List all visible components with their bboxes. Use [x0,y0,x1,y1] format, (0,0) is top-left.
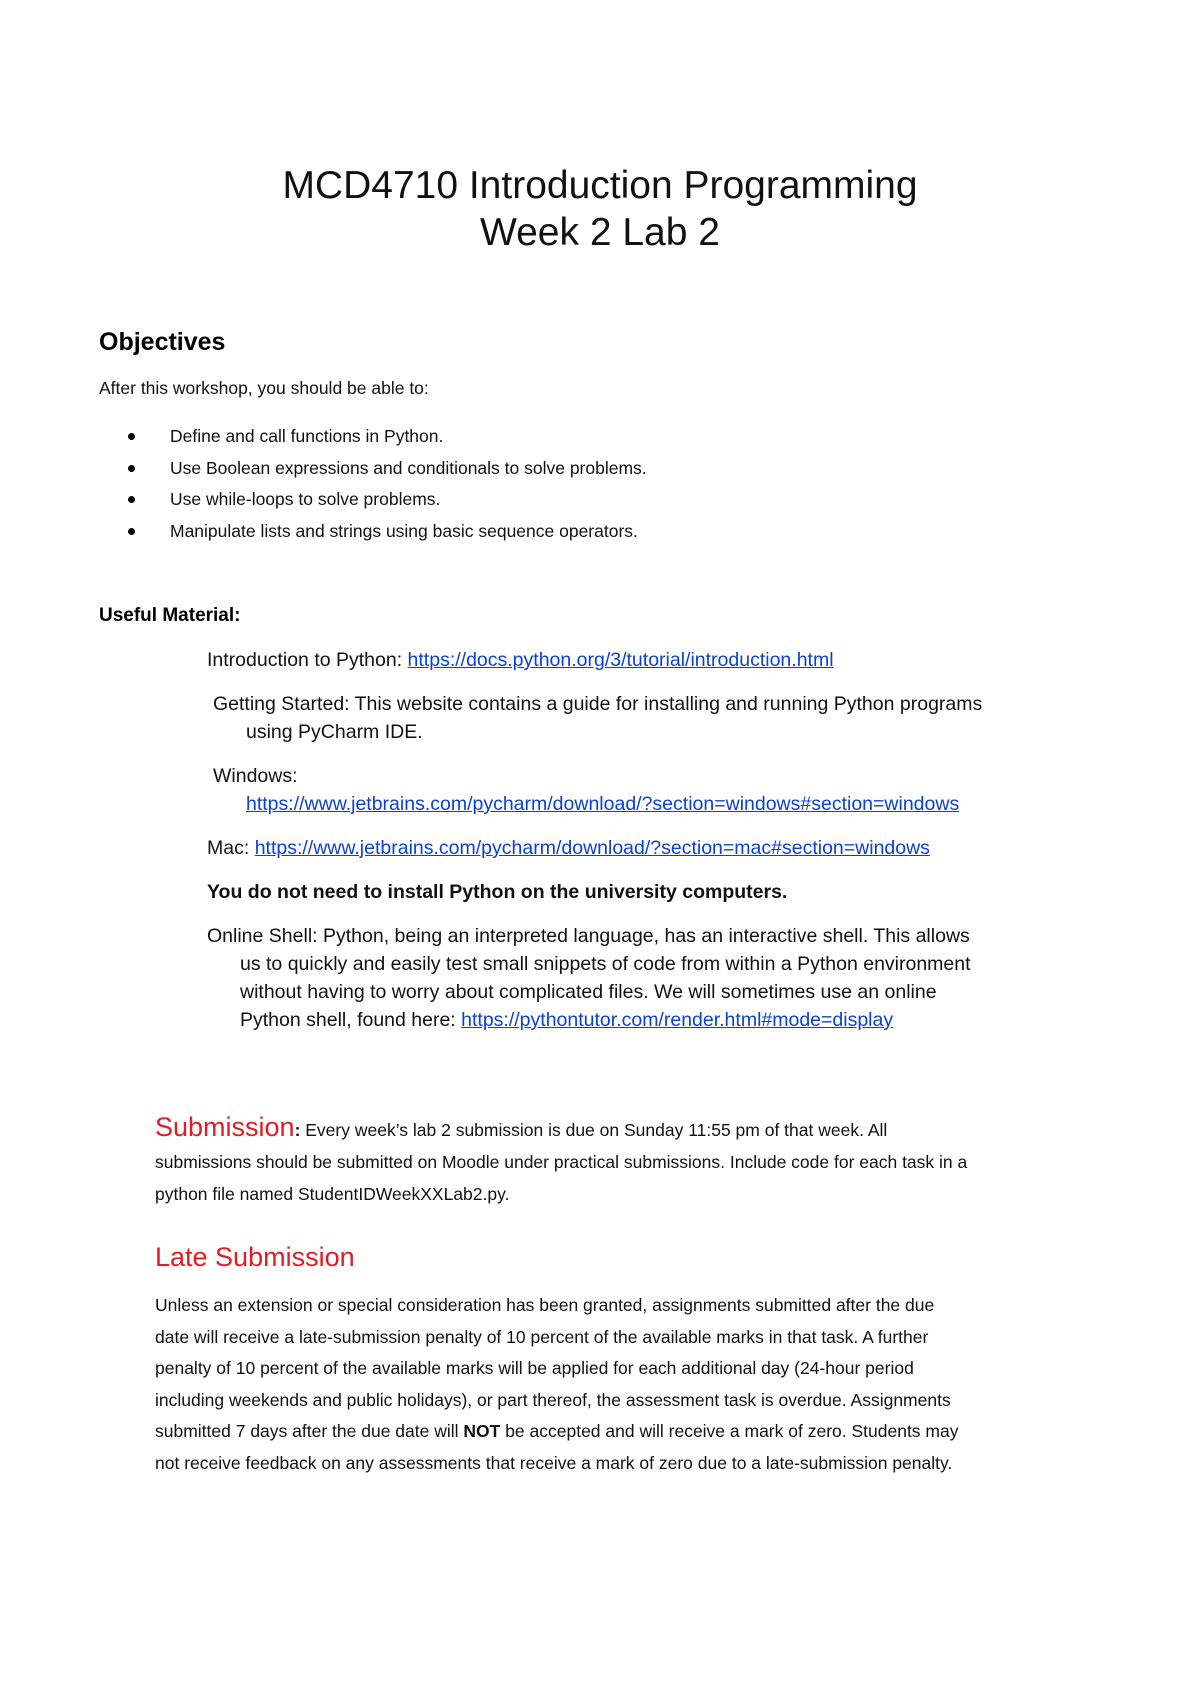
list-item: Use Boolean expressions and conditionals to solve problems. [128,456,647,488]
document-subtitle: Week 2 Lab 2 [480,211,720,254]
submission-section: Submission: Every week’s lab 2 submission is due on Sunday 11:55 pm of that week. All submissions should be submitted on Moodle under practical submissions. Include code for each task in a python file named StudentIDWeekXXLab2.py. [155,1112,968,1204]
windows-download-link[interactable]: https://www.jetbrains.com/pycharm/download/?section=windows#section=windows [246,793,960,815]
python-tutor-link[interactable]: https://pythontutor.com/render.html#mode=display [461,1009,894,1031]
bullet-icon [128,465,135,472]
list-item: Manipulate lists and strings using basic sequence operators. [128,519,647,551]
mac-line: Mac: https://www.jetbrains.com/pycharm/download/?section=mac#section=windows [207,837,930,859]
useful-material-heading: Useful Material: [99,605,241,626]
mac-download-link[interactable]: https://www.jetbrains.com/pycharm/download/?section=mac#section=windows [254,837,930,859]
install-note: You do not need to install Python on the university computers. [207,881,788,903]
late-submission-heading: Late Submission [155,1242,355,1272]
list-item: Define and call functions in Python. [128,424,647,456]
intro-python-line: Introduction to Python: https://docs.python.org/3/tutorial/introduction.html [207,649,834,671]
objectives-intro: After this workshop, you should be able to: [99,378,429,398]
online-shell-block: Online Shell: Python, being an interpreted language, has an interactive shell. This allows us to quickly and easily test small snippets of code from within a Python environment without having to worry about complicated files. We will sometimes use an online Python shell, found here: https://pythontutor.com/render.html#mode=display [207,925,971,1031]
bullet-icon [128,433,135,440]
objectives-list [128,424,647,550]
document-title: MCD4710 Introduction Programming [282,164,918,207]
late-submission-body: Unless an extension or special consideration has been granted, assignments submitted after the due date will receive a late-submission penalty of 10 percent of the available marks in that task. A further penalty of 10 percent of the available marks will be applied for each additional day (24-hour period including weekends and public holidays), or part thereof, the assessment task is overdue. Assignments submitted 7 days after the due date will NOT be accepted and will receive a mark of zero. Students may not receive feedback on any assessments that receive a mark of zero due to a late-submission penalty. [155,1295,959,1473]
bullet-icon [128,496,135,503]
objectives-heading: Objectives [99,328,226,356]
intro-python-link[interactable]: https://docs.python.org/3/tutorial/introduction.html [407,649,834,671]
list-item: Use while-loops to solve problems. [128,487,647,519]
submission-heading: Submission [155,1112,295,1142]
bullet-icon [128,528,135,535]
windows-block: Windows: https://www.jetbrains.com/pycharm/download/?section=windows#section=windows [213,765,960,815]
getting-started-block: Getting Started: This website contains a guide for installing and running Python programs using PyCharm IDE. [213,693,983,743]
